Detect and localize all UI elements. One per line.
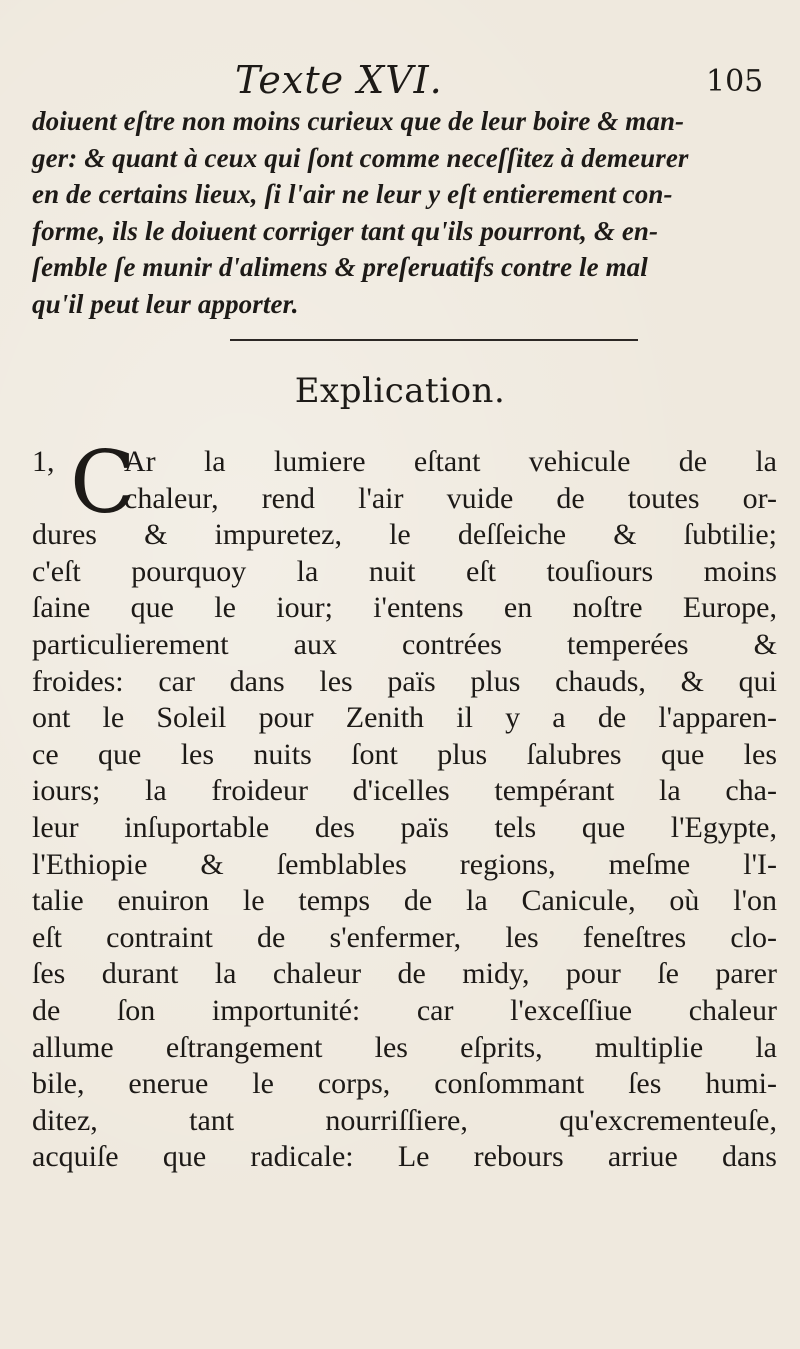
body-line: l'Ethiopie & ſemblables regions, meſme l'I- bbox=[32, 847, 777, 881]
section-title: Explication. bbox=[294, 371, 506, 411]
body-line-text: Ar la lumiere eſtant vehicule de la bbox=[124, 445, 777, 478]
body-line: particulierement aux contrées temperées & bbox=[32, 627, 777, 661]
drop-cap: C bbox=[70, 433, 136, 533]
italic-text-paragraph bbox=[32, 103, 772, 322]
body-line bbox=[32, 481, 777, 518]
body-line: ſaine que le iour; i'entens en noſtre Europe, bbox=[32, 591, 777, 625]
body-line: eſt contraint de s'enfermer, les feneſtres clo- bbox=[32, 920, 777, 954]
body-line: allume eſtrangement les eſprits, multiplie la bbox=[32, 1030, 777, 1064]
running-head bbox=[0, 56, 800, 104]
paragraph-number: 1, bbox=[32, 445, 55, 478]
body-line: acquiſe que radicale: Le rebours arriue dans bbox=[32, 1140, 777, 1174]
section-divider bbox=[230, 339, 638, 341]
body-line-text: chaleur, rend l'air vuide de toutes or- bbox=[124, 481, 777, 515]
body-line: ont le Soleil pour Zenith il y a de l'apparen- bbox=[32, 701, 777, 735]
body-line: dures & impuretez, le deſſeiche & ſubtilie; bbox=[32, 518, 777, 552]
page-number: 105 bbox=[706, 64, 764, 99]
body-line: froides: car dans les païs plus chauds, & qui bbox=[32, 664, 777, 698]
explication-paragraph bbox=[32, 433, 777, 1176]
italic-line: qu'il peut leur apporter. bbox=[32, 288, 299, 319]
body-line: c'eſt pourquoy la nuit eſt touſiours moins bbox=[32, 554, 777, 588]
body-line: ce que les nuits ſont plus ſalubres que les bbox=[32, 737, 777, 771]
italic-line: ſemble ſe munir d'alimens & preſeruatifs contre le mal bbox=[32, 252, 648, 282]
body-line: ditez, tant nourriſſiere, qu'excrementeuſe, bbox=[32, 1103, 777, 1137]
body-line: de ſon importunité: car l'exceſſiue chaleur bbox=[32, 993, 777, 1027]
italic-line: en de certains lieux, ſi l'air ne leur y eſt entierement con- bbox=[32, 179, 673, 209]
running-head-title: Texte XVI. bbox=[235, 58, 443, 102]
body-line: iours; la froideur d'icelles tempérant la cha- bbox=[32, 774, 777, 808]
body-line: ſes durant la chaleur de midy, pour ſe parer bbox=[32, 957, 777, 991]
body-line: talie enuiron le temps de la Canicule, où l'on bbox=[32, 884, 777, 918]
body-line: bile, enerue le corps, conſommant ſes humi- bbox=[32, 1067, 777, 1101]
italic-line: ger: & quant à ceux qui ſont comme neceſſitez à demeurer bbox=[32, 142, 689, 173]
body-line: leur inſuportable des païs tels que l'Egypte, bbox=[32, 810, 777, 844]
italic-line: forme, ils le doiuent corriger tant qu'ils pourront, & en- bbox=[32, 215, 659, 246]
italic-line: doiuent eſtre non moins curieux que de leur boire & man- bbox=[32, 106, 685, 136]
